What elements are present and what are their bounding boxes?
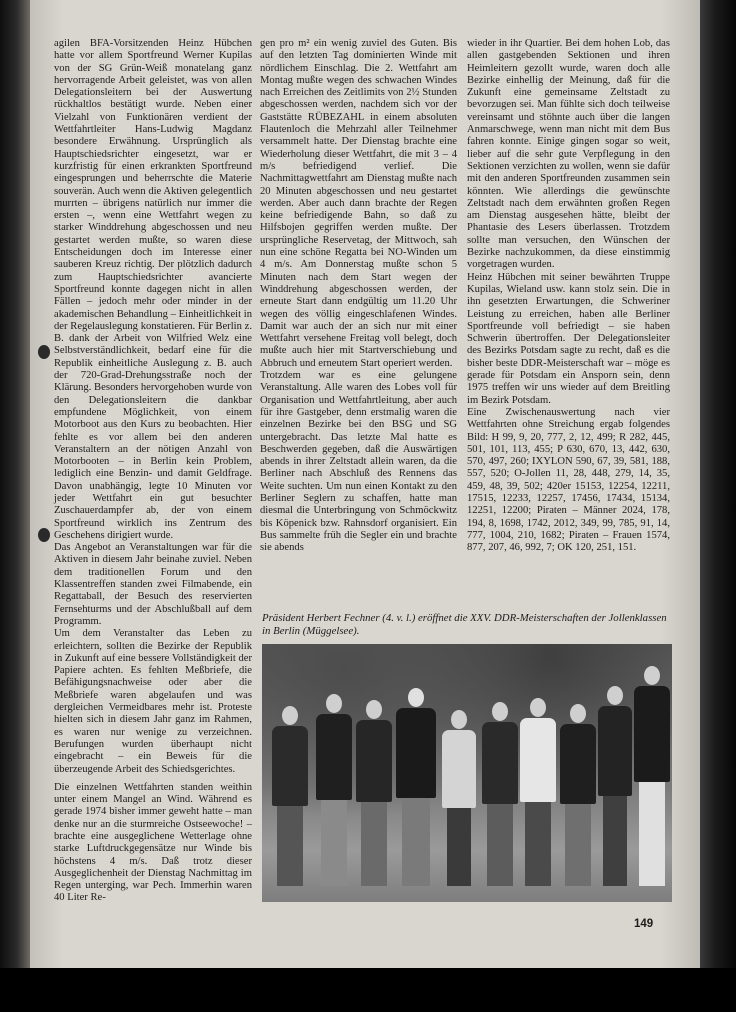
text-column-1 — [54, 38, 252, 905]
person-figure — [518, 698, 558, 886]
paragraph: gen pro m² ein wenig zuviel des Guten. Bis auf den letzten Tag dominierten Winde mit nördlichem Einschlag. Die 2. Wettfahrt am Montag mußte wegen des schwachen Windes nach Erreichen des Zeitlimits von 2½ Stunden abgeschossen werden, nachdem sich vor der Gaststätte RÜBEZAHL in einem absoluten Flautenloch die Mehrzahl aller Teilnehmer versammelt hatte. Der Dienstag brachte eine Wiederholung dieser Wettfahrt, die mit 3 – 4 m/s befriedigend verlief. Die Nachmittagwettfahrt am Dienstag mußte nach 20 Minuten abgeschossen und neu gestartet werden. Aber auch dann brachte der Regen keine befriedigende Bahn, so daß zu Hilfsbojen gegriffen werden mußte. Der ursprüngliche Reservetag, der Mittwoch, sah nun eine schöne Regatta bei NO-Winden um 4 m/s. Am Donnerstag mußte schon 5 Minuten nach dem Start wegen der Winddrehung abgeschossen werden, der erneute Start dann endgültig um 11.20 Uhr wegen des völlig eingeschlafenen Windes. Damit war auch der an sich nur mit einer Wettfahrt versehene Freitag voll belegt, doch mußte auch hier mit Startverschiebung und Abbruch und erneutem Start operiert werden. — [260, 38, 457, 369]
person-figure — [354, 700, 394, 886]
paragraph: Das Angebot an Veranstaltungen war für die Aktiven in diesem Jahr beinahe zuviel. Neben dem traditionellen Forum und den Klassentreffen standen zwei Filmabende, ein Regattaball, der Besuch des reservierten Fernsehturms und der Abschlußball auf dem Programm. — [54, 542, 252, 627]
paragraph: Heinz Hübchen mit seiner bewährten Truppe Kupilas, Wieland usw. kann stolz sein. Die in ihn gesetzten Erwartungen, die Schweriner Leistung zu erreichen, haben alle Berliner Sportfreunde voll befriedigt – sie haben Schwerin übertroffen. Der Delegationsleiter des Bezirks Potsdam sagte zu recht, daß es die bisher beste DDR-Meisterschaft war – möge es gerade für Potsdam ein Ansporn sein, denn 1975 treffen wir uns wieder auf dem Breitling im Bezirk Potsdam. — [467, 271, 670, 406]
paragraph: agilen BFA-Vorsitzenden Heinz Hübchen hatte vor allem Sportfreund Werner Kupilas von der SG Grün-Weiß monatelang ganz hervorragende Arbeit geleistet, was von allen Delegationsleitern bei der Auswertung rückhaltlos bestätigt wurde. Neben einer Vielzahl von Funktionären verdient der Wettfahrtleiter Hans-Ludwig Magdanz besondere Erwähnung. Ursprünglich als Hauptschiedsrichter eingesetzt, war er kurzfristig für einen erkrankten Sportfreund eingesprungen und beherrschte die Materie souverän. Auch wenn die Aktiven gelegentlich murrten – übrigens natürlich nur immer die ersten –, wenn eine Wettfahrt wegen zu starker Winddrehung abgeschossen und neu gestartet werden mußte, so waren diese Entscheidungen doch im Interesse einer sauberen Kreuz richtig. Der plötzlich dadurch zum Hauptschiedsrichter avancierte Sportfreund konnte dagegen nicht in allen Fällen – jedoch mehr oder minder in der akademischen Behandlung – Einheitlichkeit in der Regelauslegung konstatieren. Für Berlin z. B. dank der Arbeit von Wilfried Welz eine Selbstverständlichkeit, bedarf eine für die Republik einheitliche Auslegung z. B. auch der 720-Grad-Drehungsstraße noch der Klärung. Besonders hervorgehoben wurde von den Delegationsleitern die dankbar empfundene Möglichkeit, von einem Motorboot aus den Kurs zu beobachten. Hier fehlte es vor allem bei den anderen Veranstaltern an der nötigen Anzahl von Motorbooten – in Berlin kein Problem, lediglich eine Benzin- und damit Geldfrage. Davon unabhängig, legte 10 Minuten vor jeder Wettfahrt ein gut besuchter Zuschauerdampfer ab, der von einem Sportfreund wirklich ins Zentrum des Geschehens dirigiert wurde. — [54, 38, 252, 541]
scan-edge-right — [700, 0, 736, 1012]
person-figure — [632, 666, 672, 886]
results-paragraph: Eine Zwischenauswertung nach vier Wettfahrten ohne Streichung ergab folgendes Bild: H 99, 9, 20, 777, 2, 12, 499; R 282, 445, 501, 101, 113, 455; P 630, 670, 13, 442, 630, 570, 497, 260; IXYLON 590, 67, 39, 581, 188, 557, 520; O-Jollen 11, 28, 448, 279, 14, 35, 459, 48, 39, 502; 420er 15153, 12254, 12211, 17515, 12233, 12257, 17456, 17434, 15134, 12251, 12200; Piraten – Männer 2024, 178, 194, 8, 1698, 1742, 2012, 349, 99, 785, 91, 14, 777, 1004, 210, 1682; Piraten – Frauen 1574, 877, 207, 46, 992, 7; OK 120, 251, 151. — [467, 406, 670, 554]
punch-hole — [38, 345, 50, 359]
group-photo — [262, 644, 672, 902]
person-figure — [558, 704, 598, 886]
paragraph: wieder in ihr Quartier. Bei dem hohen Lob, das allen gastgebenden Sektionen und ihren Heimleitern gezollt wurde, waren doch alle Bezirke einhellig der Meinung, daß für die Zukunft eine gemeinsame Zeltstadt zu bevorzugen sei. Man fühlte sich doch teilweise vereinsamt und stöhnte auch über die langen Anmarschwege, wenn man nicht mit dem Bus fahren konnte. Einige gingen sogar so weit, lieber auf die sehr gute Verpflegung in den Sektionen verzichten zu wollen, wenn sie dafür mit den anderen Sportfreunden zusammen sein könnten. Wie allerdings die gewünschte Zeltstadt nach dem erwähnten großen Regen am Dienstag ausgesehen hätte, bleibt der Phantasie des Lesers überlassen. Trotzdem sollte man versuchen, den Wünschen der Bezirke nachzukommen, da diese einstimmig vorgetragen wurden. — [467, 38, 670, 271]
person-figure — [480, 702, 520, 886]
text-column-3 — [467, 38, 670, 554]
paragraph: Die einzelnen Wettfahrten standen weithin unter einem Mangel an Wind. Während es gerade 1974 bisher immer geweht hatte – man denke nur an die sturmreiche Ostseewoche! – brachte eine ausgeglichene Wetterlage ohne starke Luftdruckgegensätze nur Winde bis höchstens 4 m/s. Daß trotz dieser Ausgeglichenheit der Dienstag Nachmittag im Regen unterging, war Pech. Immerhin waren 40 Liter Re- — [54, 781, 252, 904]
person-figure — [394, 688, 438, 886]
scan-edge-left — [0, 0, 30, 1012]
text-column-2 — [260, 38, 457, 554]
person-figure — [270, 706, 310, 886]
photo-caption: Präsident Herbert Fechner (4. v. l.) eröffnet die XXV. DDR-Meisterschaften der Jollenklassen in Berlin (Müggelsee). — [262, 612, 667, 637]
magazine-page — [30, 0, 700, 968]
person-figure — [314, 694, 354, 886]
punch-hole — [38, 528, 50, 542]
page-number: 149 — [634, 918, 654, 930]
paragraph: Um dem Veranstalter das Leben zu erleichtern, sollten die Bezirke der Republik in Zukunft auf eine bessere Vollständigkeit der Papiere achten. Es fehlten Meßbriefe, die Befähigungsnachweise oder aber die Meßbriefe waren abgelaufen und was dergleichen Vermeidbares mehr ist. Proteste hielten sich in diesem Jahr ganz im Rahmen, es waren nur wenige zu verzeichnen. Berufungen wurden überhaupt nicht eingebracht – ein Beweis für die überzeugende Arbeit des Schiedsgerichtes. — [54, 628, 252, 775]
scan-edge-bottom — [0, 968, 736, 1012]
person-figure — [440, 710, 478, 886]
person-figure — [596, 686, 634, 886]
paragraph: Trotzdem war es eine gelungene Veranstaltung. Alle waren des Lobes voll für Organisation und Wettfahrtleitung, aber auch für ihre Gastgeber, denn erstmalig waren die einzelnen Bezirke bei den BSG und SG untergebracht. Das letzte Mal hatte es Beschwerden gegeben, daß die Auswärtigen abends in ihrer Zeltstadt allein waren, da die Berliner nach Abschluß des Rennens das Weite suchten. Um nun einen Kontakt zu den Berliner Seglern zu schaffen, hatte man diesmal die Unterbringung von Schmöckwitz bis Köpenick bzw. Rahnsdorf organisiert. Ein Bus sammelte früh die Segler ein und brachte sie abends — [260, 370, 457, 554]
